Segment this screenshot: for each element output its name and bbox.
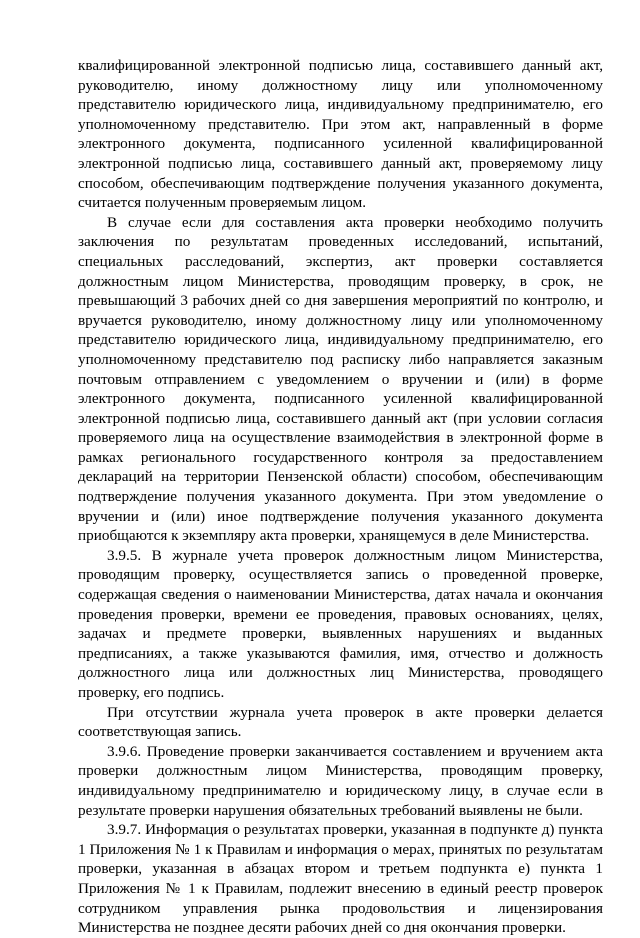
paragraph-3-9-6: 3.9.6. Проведение проверки заканчивается составлением и вручением акта проверки должностным лицом Министерства, проводящим проверку, индивидуальному предпринимателю и юридическому лицу, в случае если в результате проверки нарушения обязательных требований выявлены не были.	[78, 742, 603, 819]
paragraph-no-journal: При отсутствии журнала учета проверок в акте проверки делается соответствующая запись.	[78, 703, 603, 741]
paragraph-3-9-7: 3.9.7. Информация о результатах проверки, указанная в подпункте д) пункта 1 Приложения № 1 к Правилам и информация о мерах, принятых по результатам проверки, указанная в абзацах втором и третьем подпункта е) пункта 1 Приложения № 1 к Правилам, подлежит внесению в единый реестр проверок сотрудником управления рынка продовольствия и лицензирования Министерства не позднее десяти рабочих дней со дня окончания проверки.	[78, 821, 603, 937]
paragraph-continuation: квалифицированной электронной подписью лица, составившего данный акт, руководителю, иному должностному лицу или уполномоченному представителю юридического лица, индивидуальному предпринимателю, его уполномоченному представителю. При этом акт, направленный в форме электронного документа, подписанного усиленной квалифицированной электронной подписью лица, составившего данный акт, проверяемому лицу способом, обеспечивающим подтверждение получения указанного документа, считается полученным проверяемым лицом.	[78, 57, 603, 212]
paragraph-inspection-act-conclusions: В случае если для составления акта проверки необходимо получить заключения по результатам проведенных исследований, испытаний, специальных расследований, экспертиз, акт проверки составляется должностным лицом Министерства, проводящим проверку, в срок, не превышающий 3 рабочих дней со дня завершения мероприятий по контролю, и вручается руководителю, иному должностному лицу или уполномоченному представителю юридического лица, индивидуальному предпринимателю, его уполномоченному представителю под расписку либо направляется заказным почтовым отправлением с уведомлением о вручении и (или) в форме электронного документа, подписанного усиленной квалифицированной электронной подписью лица, составившего данный акт (при условии согласия проверяемого лица на осуществление взаимодействия в электронной форме в рамках регионального государственного контроля за предоставлением деклараций на территории Пензенской области) способом, обеспечивающим подтверждение получения указанного документа. При этом уведомление о вручении и (или) иное подтверждение получения указанного документа приобщаются к экземпляру акта проверки, хранящемуся в деле Министерства.	[78, 213, 603, 545]
paragraph-3-9-5: 3.9.5. В журнале учета проверок должностным лицом Министерства, проводящим проверку, осуществляется запись о проведенной проверке, содержащая сведения о наименовании Министерства, датах начала и окончания проведения проверки, времени ее проведения, правовых основаниях, целях, задачах и предмете проверки, выявленных нарушениях и выданных предписаниях, а также указываются фамилия, имя, отчество и должность должностного лица или должностных лиц Министерства, проводящего проверку, его подпись.	[78, 546, 603, 701]
